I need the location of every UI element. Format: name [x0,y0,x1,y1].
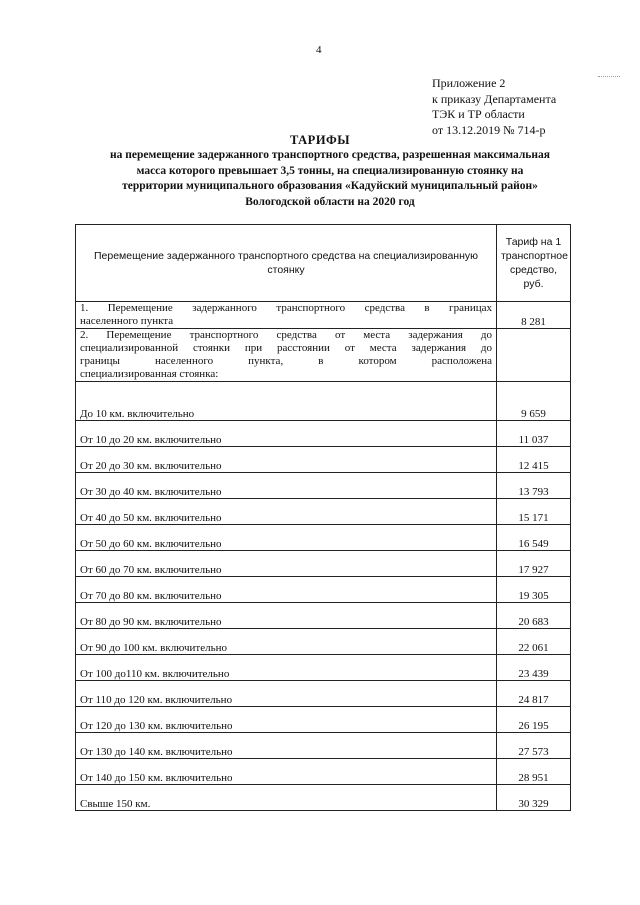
item-2-description [76,329,497,382]
appendix-block [432,76,556,138]
range-label: От 70 до 80 км. включительно [76,577,497,603]
range-value: 26 195 [497,707,571,733]
range-value: 19 305 [497,577,571,603]
range-label: От 10 до 20 км. включительно [76,421,497,447]
item-1-description [76,302,497,329]
range-label: От 60 до 70 км. включительно [76,551,497,577]
range-label: От 40 до 50 км. включительно [76,499,497,525]
table-row [76,447,571,473]
document-title: ТАРИФЫ [289,133,351,147]
item-1-line: 1. Перемещение задержанного транспортного средства в границах [80,302,492,314]
item-1-value: 8 281 [497,302,571,329]
table-row [76,525,571,551]
table-row [76,499,571,525]
range-value: 11 037 [497,421,571,447]
range-value: 12 415 [497,447,571,473]
range-label: От 50 до 60 км. включительно [76,525,497,551]
table-row [76,655,571,681]
table-row [76,551,571,577]
range-label: От 100 до110 км. включительно [76,655,497,681]
range-label: От 120 до 130 км. включительно [76,707,497,733]
appendix-line: ТЭК и ТР области [432,107,525,121]
range-value: 23 439 [497,655,571,681]
range-label: От 130 до 140 км. включительно [76,733,497,759]
range-value: 15 171 [497,499,571,525]
range-label: От 30 до 40 км. включительно [76,473,497,499]
range-label: От 140 до 150 км. включительно [76,759,497,785]
range-value: 20 683 [497,603,571,629]
appendix-line: от 13.12.2019 № 714-р [432,122,546,137]
table-row [76,603,571,629]
range-label: От 110 до 120 км. включительно [76,681,497,707]
table-row [76,421,571,447]
range-label: До 10 км. включительно [76,382,497,421]
table-row [76,629,571,655]
document-subtitle [80,148,580,210]
item-2-line: 2. Перемещение транспортного средства от места задержания до [80,329,492,341]
table-row [76,329,571,382]
range-label: От 80 до 90 км. включительно [76,603,497,629]
range-label: От 90 до 100 км. включительно [76,629,497,655]
range-label: Свыше 150 км. [76,785,497,811]
table-row [76,707,571,733]
range-value: 24 817 [497,681,571,707]
range-value: 9 659 [497,382,571,421]
range-value: 17 927 [497,551,571,577]
table-header-row [76,225,571,302]
table-row [76,302,571,329]
tariff-table [75,224,571,811]
table-row [76,473,571,499]
table-row [76,785,571,811]
appendix-line: Приложение 2 [432,76,506,90]
item-2-line: специализированная стоянка: [80,368,219,380]
table-row [76,681,571,707]
table-row [76,382,571,421]
range-value: 13 793 [497,473,571,499]
table-row [76,759,571,785]
item-2-value [497,329,571,382]
subtitle-line: масса которого превышает 3,5 тонны, на специализированную стоянку на [136,164,524,177]
range-value: 16 549 [497,525,571,551]
item-2-line: границы населенного пункта, в котором расположена [80,355,492,367]
range-value: 30 329 [497,785,571,811]
item-2-line: специализированной стоянки при расстоянии от места задержания до [80,342,492,354]
subtitle-line: территории муниципального образования «Кадуйский муниципальный район» [122,180,538,192]
item-1-line: населенного пункта [80,315,174,327]
subtitle-line: на перемещение задержанного транспортного средства, разрешенная максимальная [110,149,550,161]
header-description: Перемещение задержанного транспортного средства на специализированную стоянку [76,225,497,302]
page-number: 4 [316,44,322,56]
appendix-line: к приказу Департамента [432,91,557,106]
header-tariff: Тариф на 1 транспортное средство, руб. [497,225,571,302]
margin-mark [598,76,620,79]
table-row [76,733,571,759]
range-value: 22 061 [497,629,571,655]
range-value: 27 573 [497,733,571,759]
table-row [76,577,571,603]
subtitle-line: Вологодской области на 2020 год [245,195,415,208]
range-label: От 20 до 30 км. включительно [76,447,497,473]
range-value: 28 951 [497,759,571,785]
